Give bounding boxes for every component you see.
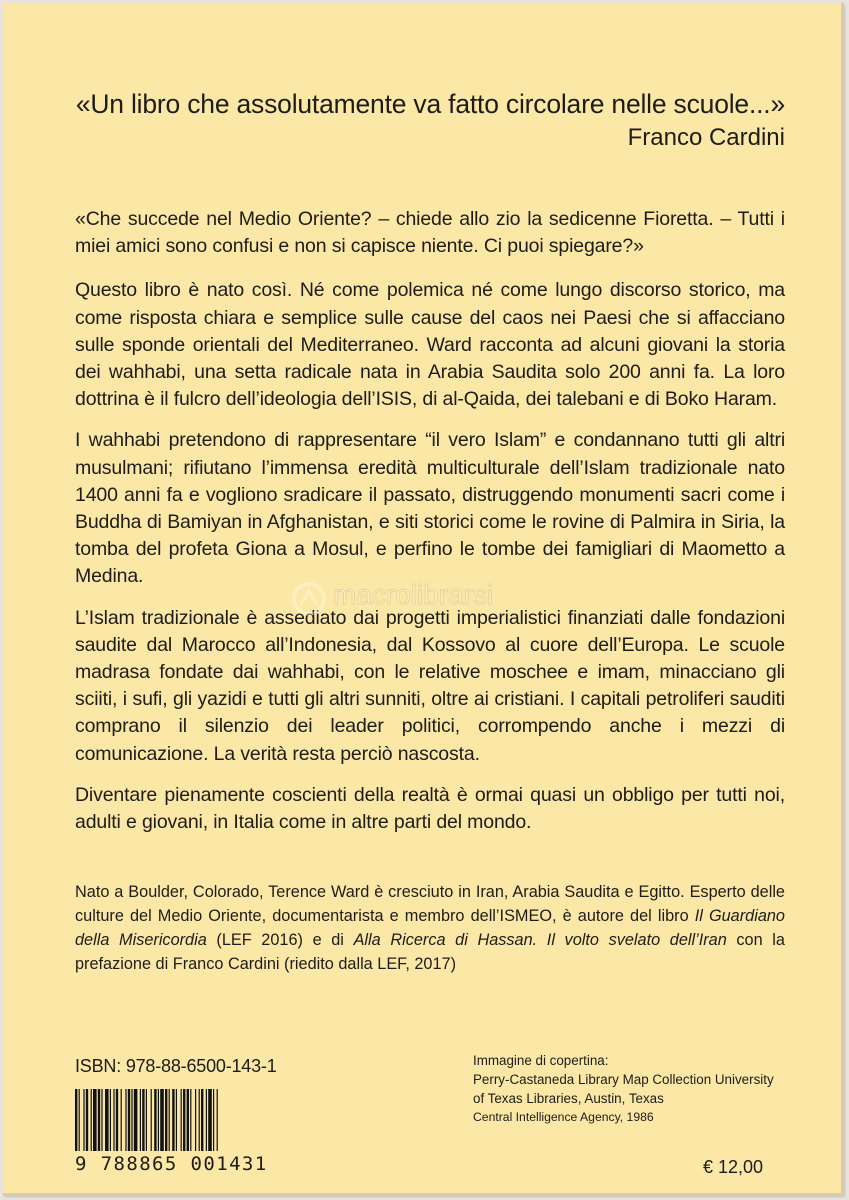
blurb-paragraph: L’Islam tradizionale è assediato dai progetti imperialistici finanziati dalle fondazioni saudite dal Marocco all’Indonesia, dal Kossovo al cuore dell’Europa. Le scuole madrasa fondate dai wahhabi, con le relative moschee e imam, minacciano gli sciiti, i sufi, gli yazidi e tutti gli altri sunniti, oltre ai cristiani. I capitali petroliferi sauditi comprano il silenzio dei leader politici, corrompendo anche i mezzi di comunicazione. La verità resta perciò nascosta. [75,606,785,765]
barcode-bar [158,1089,159,1151]
barcode-bar [201,1089,203,1151]
barcode-bar [195,1089,196,1151]
barcode-bar [213,1089,214,1151]
barcode [75,1089,307,1151]
barcode-digits: 9 788865 001431 [75,1153,268,1175]
barcode-bar [110,1089,111,1151]
blurb-paragraph: I wahhabi pretendono di rappresentare “il vero Islam” e condannano tutti gli altri musulmani; rifiutano l’immensa eredità multiculturale dell’Islam tradizionale nato 1400 anni fa e vogliono sradicare il passato, distruggendo monumenti sacri come i Buddha di Bamiyan in Afghanistan, e siti storici come le rovine di Palmira in Siria, la tomba del profeta Giona a Mosul, e perfino le tombe dei famigliari di Maometto a Medina. [75,429,785,588]
barcode-bar [83,1089,84,1151]
barcode-bar [93,1089,97,1151]
author-bio [75,880,785,976]
barcode-bar [131,1089,132,1151]
credits-line: Central Intelligence Agency, 1986 [473,1110,654,1124]
barcode-bar [128,1089,130,1151]
barcode-bar [160,1089,164,1151]
book-title: Alla Ricerca di Hassan. Il volto svelato dell’Iran [353,931,727,949]
barcode-bar [181,1089,182,1151]
barcode-bar [183,1089,185,1151]
watermark-text: macrolibrarsi [333,579,494,610]
isbn: ISBN: 978-88-6500-143-1 [75,1056,277,1076]
barcode-bar [142,1089,144,1151]
barcode-bar [217,1089,218,1151]
price: € 12,00 [703,1157,764,1177]
barcode-bar [98,1089,100,1151]
bio-text: con la prefazione di Franco Cardini (riedito dalla LEF, 2017) [75,931,785,973]
back-cover [3,3,844,1196]
barcode-bar [121,1089,122,1151]
blurb-paragraph: Questo libro è nato così. Né come polemica né come lungo discorso storico, ma come risposta chiara e semplice sulle cause del caos nei Paesi che si affacciano sulle sponde orientali del Mediterraneo. Ward racconta ad alcuni giovani la storia dei wahhabi, una setta radicale nata in Arabia Saudita solo 200 anni fa. La loro dottrina è il fulcro dell’ideologia dell’ISIS, di al-Qaida, dei talebani e di Boko Haram. [75,279,785,411]
barcode-bar [208,1089,212,1151]
barcode-bar [101,1089,102,1151]
barcode-bar [151,1089,152,1151]
barcode-bar [199,1089,200,1151]
barcode-bar [176,1089,177,1151]
barcode-bar [113,1089,114,1151]
credits-line: Immagine di copertina: [473,1053,609,1068]
barcode-bar [79,1089,80,1151]
bio-text: (LEF 2016) e di [206,931,354,949]
barcode-bar [75,1089,77,1151]
barcode-bar [190,1089,191,1151]
quote-block [63,87,785,153]
blurb [75,206,785,850]
barcode-bar [86,1089,88,1151]
barcode-bar [172,1089,174,1151]
barcode-bar [146,1089,147,1151]
endorsement-quote: «Un libro che assolutamente va fatto circolare nelle scuole...» [75,89,785,119]
barcode-bar [187,1089,189,1151]
barcode-bar [91,1089,92,1151]
barcode-bar [105,1089,109,1151]
blurb-paragraph: Diventare pienamente coscienti della realtà è ormai quasi un obbligo per tutti noi, adulti e giovani, in Italia come in altre parti del mondo. [75,783,785,834]
barcode-bar [125,1089,126,1151]
credits-line: of Texas Libraries, Austin, Texas [473,1091,664,1106]
blurb-paragraph: «Che succede nel Medio Oriente? – chiede allo zio la sedicenne Fioretta. – Tutti i miei amici sono confusi e non si capisce niente. Ci puoi spiegare?» [75,208,785,258]
barcode-bar [206,1089,207,1151]
barcode-bar [140,1089,141,1151]
barcode-bar [165,1089,167,1151]
credits-line: Perry-Castaneda Library Map Collection University [473,1072,774,1087]
barcode-bar [134,1089,138,1151]
book-title: Il Guardiano della Misericordia [75,907,785,949]
quote-author: Franco Cardini [627,124,785,151]
cover-image-credits [473,1051,813,1127]
barcode-bar [154,1089,156,1151]
bio-text: Nato a Boulder, Colorado, Terence Ward è cresciuto in Iran, Arabia Saudita e Egitto. Esperto delle culture del Medio Oriente, documentarista e membro dell’ISMEO, è autore del libro [75,883,785,925]
barcode-bar [169,1089,170,1151]
barcode-bar [116,1089,118,1151]
